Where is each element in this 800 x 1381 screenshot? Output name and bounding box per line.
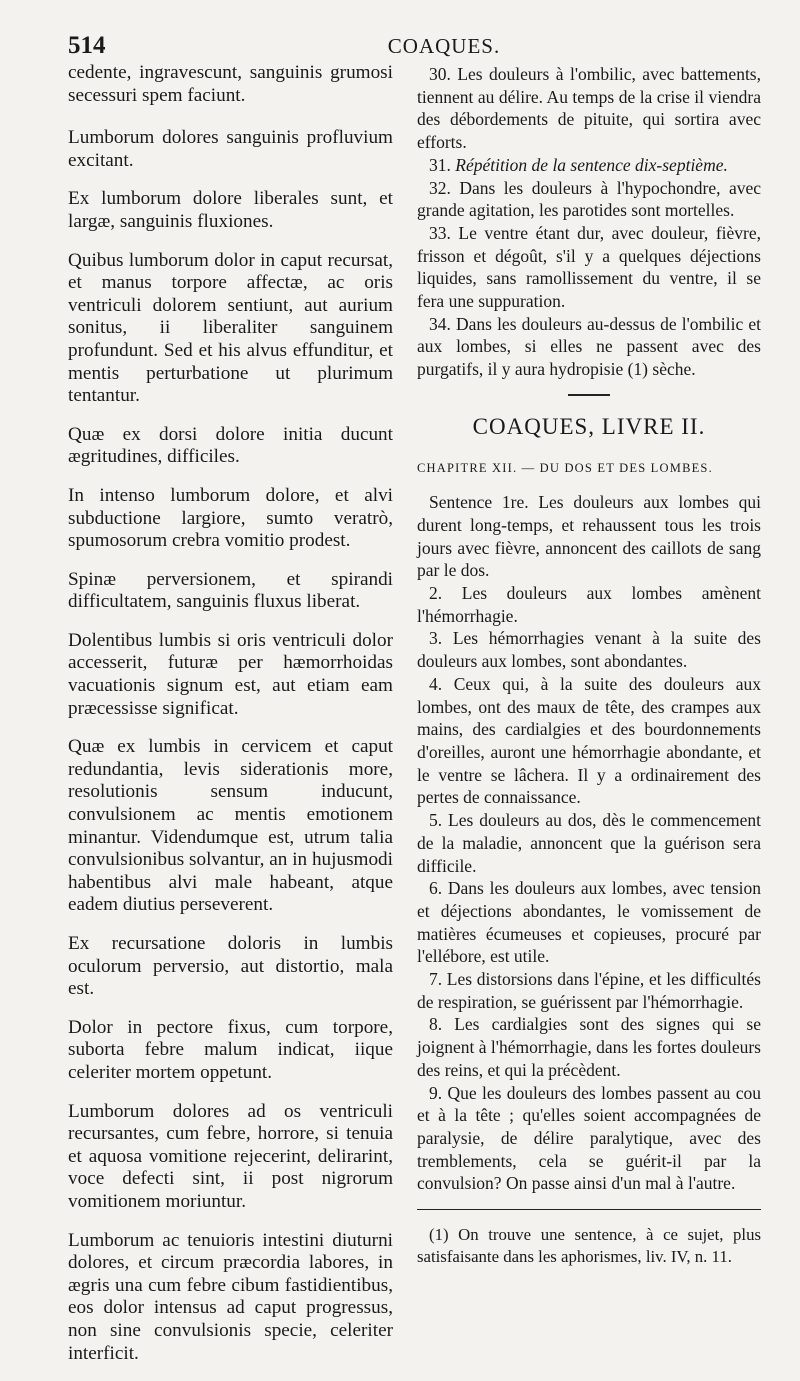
footnote-rule	[417, 1209, 761, 1210]
french-column	[417, 63, 761, 1267]
latin-paragraph: Spinæ perversionem, et spirandi difficultatem, sanguinis fluxus liberat.	[68, 568, 393, 613]
latin-paragraph: In intenso lumborum dolore, et alvi subductione largiore, sumto veratrò, spumosorum crebra vomitio prodest.	[68, 484, 393, 552]
latin-paragraph: Ex recursatione doloris in lumbis oculorum perversio, aut distortio, mala est.	[68, 933, 393, 1000]
sentence-2: 2. Les douleurs aux lombes amènent l'hémorrhagie.	[417, 583, 761, 626]
latin-paragraph: Dolor in pectore fixus, cum torpore, suborta febre malum indicat, iique celeriter mortem oppetunt.	[68, 1016, 393, 1083]
sentence-5: 5. Les douleurs au dos, dès le commencement de la maladie, annoncent que la guérison sera difficile.	[417, 810, 761, 876]
sentence-31	[417, 154, 761, 177]
latin-column	[68, 62, 393, 1381]
sentence-1: Sentence 1re. Les douleurs aux lombes qui durent long-temps, et rehaussent tous les trois jours avec fièvre, annoncent des caillots de sang par le dos.	[417, 492, 761, 581]
latin-paragraph: Lumborum ac tenuioris intestini diuturni dolores, et circum præcordia labores, in ægris una cum febre cibum fastidientibus, eos dolor intensus ad caput progressus, non sine convulsionis specie, celeriter interficit.	[68, 1229, 393, 1364]
sentence-31-number: 31.	[429, 154, 451, 175]
chapter-heading: CHAPITRE XII. — DU DOS ET DES LOMBES.	[417, 460, 713, 475]
sentence-7: 7. Les distorsions dans l'épine, et les difficultés de respiration, se guérissent par l'hémorrhagie.	[417, 969, 761, 1012]
sentence-33: 33. Le ventre étant dur, avec douleur, fièvre, frisson et dégoût, s'il y a quelques déjections liquides, sans ramollissement du ventre, il se fera une suppuration.	[417, 222, 761, 312]
section-divider	[568, 394, 610, 396]
page-number: 514	[68, 32, 106, 59]
latin-paragraph: Quibus lumborum dolor in caput recursat, et manus torpore affectæ, ac oris ventriculi dolorem sentiunt, aut aurium sonitus, ii liberaliter sanguinem profundunt. Sed et his alvus effunditur, et mentis perturbatione ut plurimum tentantur.	[68, 249, 393, 407]
sentence-8: 8. Les cardialgies sont des signes qui se joignent à l'hémorrhagie, dans les fortes douleurs des reins, et qui la précèdent.	[417, 1014, 761, 1080]
latin-paragraph: Lumborum dolores ad os ventriculi recursantes, cum febre, horrore, si tenuia et aquosa vomitione rejecerint, delirarint, voce defecti sint, ii post nigrorum vomitionem moriuntur.	[68, 1100, 393, 1212]
running-head: COAQUES.	[387, 34, 501, 58]
sentence-31-text: Répétition de la sentence dix-septième.	[455, 154, 728, 175]
sentence-32: 32. Dans les douleurs à l'hypochondre, avec grande agitation, les parotides sont mortelles.	[417, 177, 761, 221]
latin-paragraph: Dolentibus lumbis si oris ventriculi dolor accesserit, futuræ per hæmorrhoidas vacuationis signum est, aut etiam eam præcessisse significat.	[68, 629, 393, 719]
sentence-30: 30. Les douleurs à l'ombilic, avec battements, tiennent au délire. Au temps de la crise il viendra des débordements de pituite, qui sortira avec efforts.	[417, 64, 761, 153]
latin-paragraph: cedente, ingravescunt, sanguinis grumosi secessuri spem faciunt.	[68, 62, 393, 106]
footnote	[417, 1224, 761, 1267]
sentence-9: 9. Que les douleurs des lombes passent au cou et à la tête ; qu'elles soient accompagnées de paralysie, de délire paralytique, avec des tremblements, cela se guérit-il par la convulsion? On passe ainsi d'un mal à l'autre.	[417, 1082, 761, 1194]
sentence-34: 34. Dans les douleurs au-dessus de l'ombilic et aux lombes, si elles ne passent avec des purgatifs, il y aura hydropisie (1) sèche.	[417, 313, 761, 380]
book-title: COAQUES, LIVRE II.	[472, 413, 706, 439]
sentence-6: 6. Dans les douleurs aux lombes, avec tension et déjections abondantes, le vomissement de matières écumeuses et copieuses, procuré par l'ellébore, est utile.	[417, 878, 761, 967]
footnote-text: (1) On trouve une sentence, à ce sujet, plus satisfaisante dans les aphorismes, liv. IV, n. 11.	[417, 1225, 761, 1266]
latin-paragraph: Quæ ex dorsi dolore initia ducunt ægritudines, difficiles.	[68, 423, 393, 468]
latin-paragraph: Quæ ex lumbis in cervicem et caput redundantia, levis siderationis more, resolutionis sensum inducunt, convulsionem ac mentis emotionem minantur. Videndumque est, utrum talia convulsionibus solvantur, an in hujusmodi habentibus alvi male habeant, atque eadem diutius perseverent.	[68, 736, 393, 916]
latin-paragraph: Ex lumborum dolore liberales sunt, et largæ, sanguinis fluxiones.	[68, 188, 393, 232]
sentence-3: 3. Les hémorrhagies venant à la suite des douleurs aux lombes, sont abondantes.	[417, 628, 761, 672]
sentence-4: 4. Ceux qui, à la suite des douleurs aux lombes, ont des maux de tête, des crampes aux mains, des cardialgies et des bourdonnements d'oreilles, auront une hémorrhagie abondante, et le ventre se lâchera. Il y a ordinairement des pertes de connaissance.	[417, 673, 761, 808]
latin-paragraph: Lumborum dolores sanguinis profluvium excitant.	[68, 127, 393, 171]
page-header	[68, 30, 760, 60]
